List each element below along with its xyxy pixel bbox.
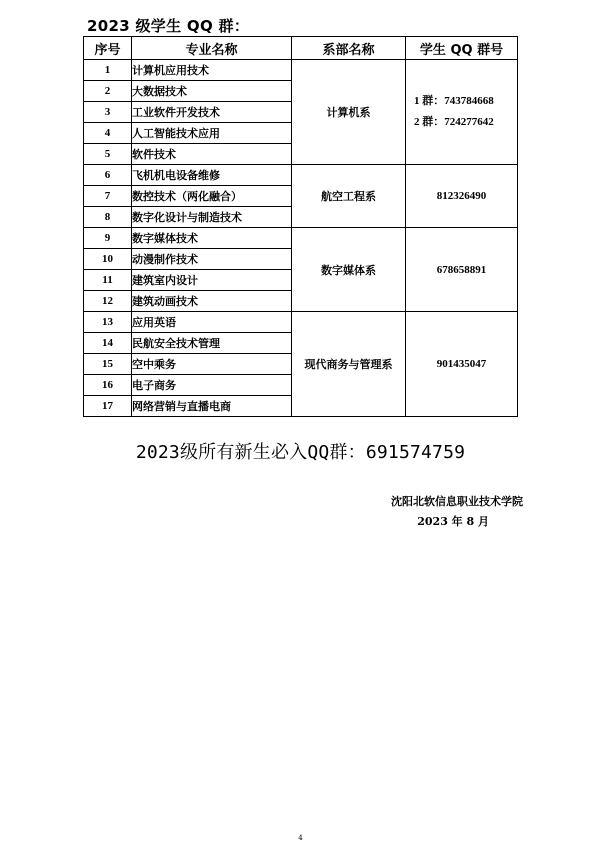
row-number: 11 [84, 270, 132, 291]
table-row [84, 60, 518, 81]
major-name: 工业软件开发技术 [132, 102, 292, 123]
major-name: 动漫制作技术 [132, 249, 292, 270]
row-number: 5 [84, 144, 132, 165]
major-name: 人工智能技术应用 [132, 123, 292, 144]
department-name: 现代商务与管理系 [292, 312, 406, 417]
row-number: 6 [84, 165, 132, 186]
major-name: 数字化设计与制造技术 [132, 207, 292, 228]
qq-number: 678658891 [406, 228, 518, 312]
major-name: 建筑动画技术 [132, 291, 292, 312]
major-name: 空中乘务 [132, 354, 292, 375]
qq-number-cell [406, 60, 518, 165]
major-name: 大数据技术 [132, 81, 292, 102]
row-number: 1 [84, 60, 132, 81]
row-number: 9 [84, 228, 132, 249]
header-department: 系部名称 [292, 37, 406, 60]
row-number: 10 [84, 249, 132, 270]
department-name: 数字媒体系 [292, 228, 406, 312]
major-name: 网络营销与直播电商 [132, 396, 292, 417]
header-qq: 学生 QQ 群号 [406, 37, 518, 60]
major-name: 飞机机电设备维修 [132, 165, 292, 186]
all-freshmen-qq-banner: 2023级所有新生必入QQ群：691574759 [135, 442, 466, 463]
major-name: 数字媒体技术 [132, 228, 292, 249]
qq-number: 812326490 [406, 165, 518, 228]
organization-name: 沈阳北软信息职业技术学院 [391, 495, 523, 508]
qq-number: 1 群：743784668 [414, 95, 494, 107]
header-seq: 序号 [84, 37, 132, 60]
major-name: 建筑室内设计 [132, 270, 292, 291]
qq-group-table [83, 36, 518, 417]
department-name: 航空工程系 [292, 165, 406, 228]
row-number: 3 [84, 102, 132, 123]
row-number: 17 [84, 396, 132, 417]
row-number: 12 [84, 291, 132, 312]
page-number: 4 [298, 834, 303, 842]
major-name: 计算机应用技术 [132, 60, 292, 81]
header-major: 专业名称 [132, 37, 292, 60]
row-number: 14 [84, 333, 132, 354]
major-name: 电子商务 [132, 375, 292, 396]
row-number: 7 [84, 186, 132, 207]
row-number: 13 [84, 312, 132, 333]
table-row [84, 312, 518, 333]
major-name: 民航安全技术管理 [132, 333, 292, 354]
table-header-row [84, 37, 518, 60]
document-date: 2023 年 8 月 [417, 515, 489, 528]
major-name: 数控技术（两化融合） [132, 186, 292, 207]
qq-number: 901435047 [406, 312, 518, 417]
row-number: 4 [84, 123, 132, 144]
row-number: 2 [84, 81, 132, 102]
qq-number: 2 群：724277642 [414, 116, 494, 128]
table-row [84, 228, 518, 249]
page-title: 2023 级学生 QQ 群： [87, 17, 250, 35]
table-row [84, 165, 518, 186]
major-name: 软件技术 [132, 144, 292, 165]
row-number: 16 [84, 375, 132, 396]
major-name: 应用英语 [132, 312, 292, 333]
department-name: 计算机系 [292, 60, 406, 165]
row-number: 8 [84, 207, 132, 228]
row-number: 15 [84, 354, 132, 375]
